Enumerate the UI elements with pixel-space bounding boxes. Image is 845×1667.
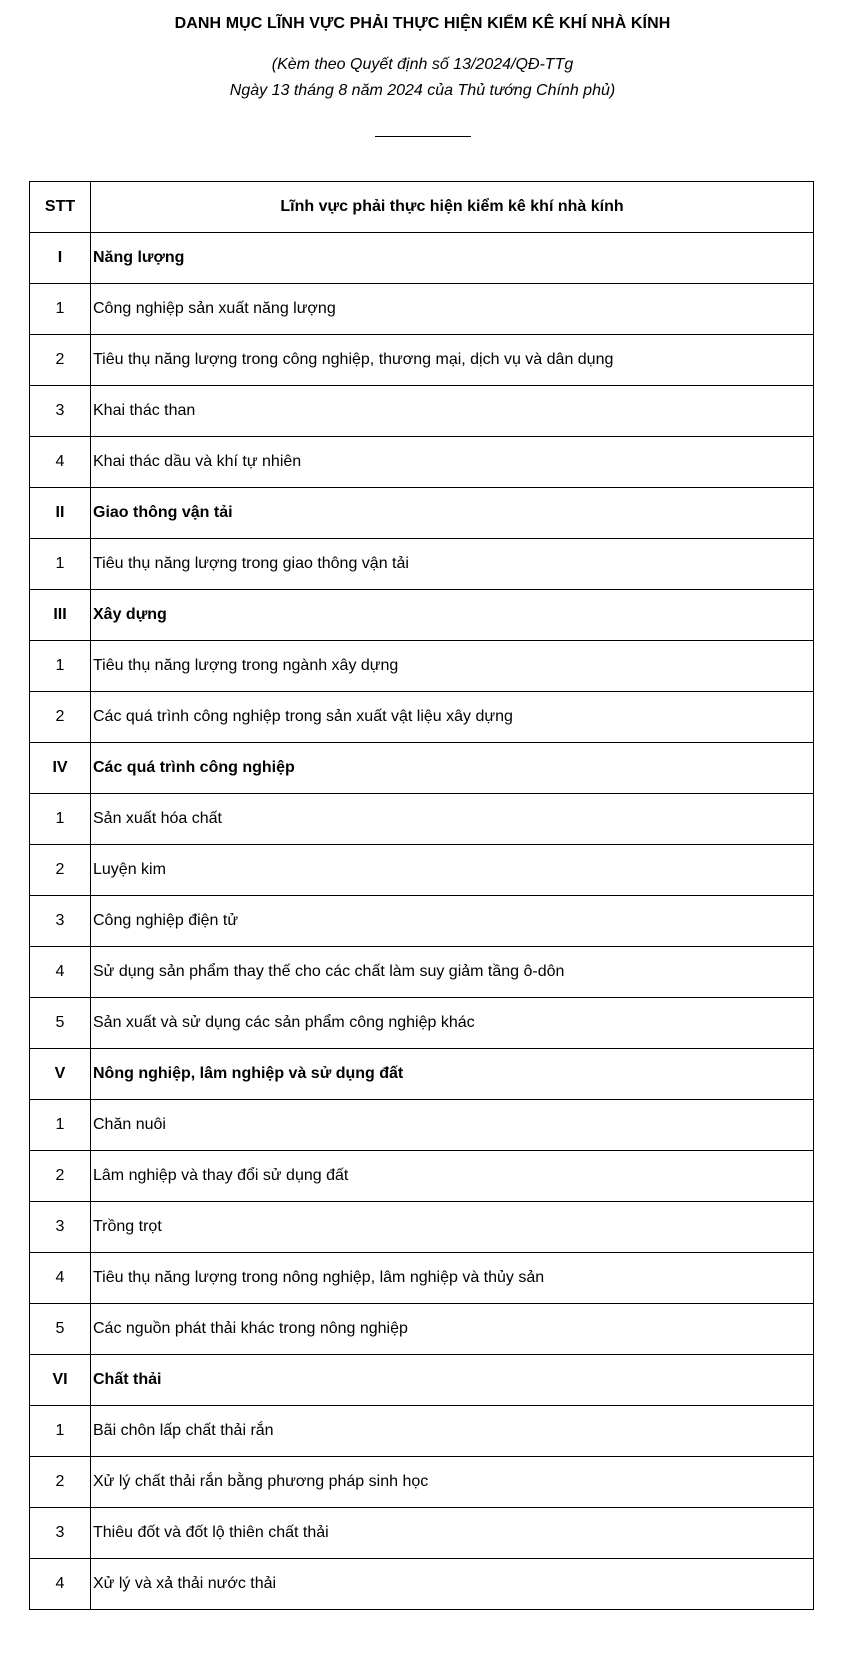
- row-stt-cell: VI: [30, 1355, 91, 1406]
- table-row: [30, 1457, 814, 1508]
- row-field-cell: Luyện kim: [91, 845, 814, 896]
- table-row: [30, 1508, 814, 1559]
- row-stt-cell: I: [30, 233, 91, 284]
- row-field-cell: Nông nghiệp, lâm nghiệp và sử dụng đất: [91, 1049, 814, 1100]
- row-field-cell: Xử lý chất thải rắn bằng phương pháp sinh học: [91, 1457, 814, 1508]
- row-stt-cell: 2: [30, 845, 91, 896]
- row-stt-cell: 3: [30, 386, 91, 437]
- row-stt-cell: 3: [30, 1508, 91, 1559]
- row-field-cell: Sử dụng sản phẩm thay thế cho các chất làm suy giảm tầng ô-dôn: [91, 947, 814, 998]
- table-group-row: [30, 1355, 814, 1406]
- row-field-cell: Khai thác dầu và khí tự nhiên: [91, 437, 814, 488]
- table-row: [30, 386, 814, 437]
- row-stt-cell: 1: [30, 1406, 91, 1457]
- sector-table: [29, 181, 814, 1610]
- row-field-cell: Lâm nghiệp và thay đổi sử dụng đất: [91, 1151, 814, 1202]
- table-row: [30, 845, 814, 896]
- table-group-row: [30, 233, 814, 284]
- document-title: DANH MỤC LĨNH VỰC PHẢI THỰC HIỆN KIỂM KÊ KHÍ NHÀ KÍNH: [174, 15, 671, 32]
- row-stt-cell: 2: [30, 1457, 91, 1508]
- row-field-cell: Tiêu thụ năng lượng trong ngành xây dựng: [91, 641, 814, 692]
- table-row: [30, 284, 814, 335]
- table-row: [30, 1100, 814, 1151]
- table-group-row: [30, 590, 814, 641]
- table-row: [30, 1304, 814, 1355]
- row-field-cell: Sản xuất hóa chất: [91, 794, 814, 845]
- row-field-cell: Chăn nuôi: [91, 1100, 814, 1151]
- header-field: Lĩnh vực phải thực hiện kiểm kê khí nhà kính: [91, 182, 814, 233]
- table-row: [30, 998, 814, 1049]
- table-row: [30, 539, 814, 590]
- row-stt-cell: III: [30, 590, 91, 641]
- row-stt-cell: 2: [30, 335, 91, 386]
- table-row: [30, 1253, 814, 1304]
- table-body: [30, 233, 814, 1610]
- table-group-row: [30, 1049, 814, 1100]
- table-row: [30, 896, 814, 947]
- table-header-row: [30, 182, 814, 233]
- row-stt-cell: 4: [30, 1559, 91, 1610]
- row-stt-cell: 5: [30, 998, 91, 1049]
- row-field-cell: Bãi chôn lấp chất thải rắn: [91, 1406, 814, 1457]
- row-field-cell: Xử lý và xả thải nước thải: [91, 1559, 814, 1610]
- table-row: [30, 1202, 814, 1253]
- row-field-cell: Các quá trình công nghiệp: [91, 743, 814, 794]
- row-field-cell: Tiêu thụ năng lượng trong nông nghiệp, lâm nghiệp và thủy sản: [91, 1253, 814, 1304]
- row-field-cell: Tiêu thụ năng lượng trong công nghiệp, thương mại, dịch vụ và dân dụng: [91, 335, 814, 386]
- row-stt-cell: 2: [30, 1151, 91, 1202]
- row-stt-cell: 1: [30, 794, 91, 845]
- row-field-cell: Công nghiệp điện tử: [91, 896, 814, 947]
- row-stt-cell: V: [30, 1049, 91, 1100]
- row-field-cell: Các quá trình công nghiệp trong sản xuất vật liệu xây dựng: [91, 692, 814, 743]
- row-stt-cell: 4: [30, 947, 91, 998]
- title-separator-line: [375, 136, 471, 137]
- row-field-cell: Trồng trọt: [91, 1202, 814, 1253]
- table-row: [30, 1559, 814, 1610]
- row-field-cell: Tiêu thụ năng lượng trong giao thông vận tải: [91, 539, 814, 590]
- row-stt-cell: 4: [30, 437, 91, 488]
- row-field-cell: Các nguồn phát thải khác trong nông nghiệp: [91, 1304, 814, 1355]
- table-row: [30, 335, 814, 386]
- table-group-row: [30, 743, 814, 794]
- row-stt-cell: 4: [30, 1253, 91, 1304]
- row-field-cell: Năng lượng: [91, 233, 814, 284]
- row-stt-cell: IV: [30, 743, 91, 794]
- table-row: [30, 947, 814, 998]
- table-group-row: [30, 488, 814, 539]
- document-subtitle-line2: Ngày 13 tháng 8 năm 2024 của Thủ tướng Chính phủ): [229, 82, 616, 99]
- row-stt-cell: 5: [30, 1304, 91, 1355]
- row-stt-cell: 3: [30, 1202, 91, 1253]
- row-field-cell: Thiêu đốt và đốt lộ thiên chất thải: [91, 1508, 814, 1559]
- row-stt-cell: 1: [30, 539, 91, 590]
- row-stt-cell: 1: [30, 284, 91, 335]
- row-field-cell: Sản xuất và sử dụng các sản phẩm công nghiệp khác: [91, 998, 814, 1049]
- row-field-cell: Xây dựng: [91, 590, 814, 641]
- document-subtitle-line1: (Kèm theo Quyết định số 13/2024/QĐ-TTg: [271, 56, 574, 73]
- table-row: [30, 692, 814, 743]
- table-row: [30, 1406, 814, 1457]
- table-row: [30, 641, 814, 692]
- row-stt-cell: 3: [30, 896, 91, 947]
- row-stt-cell: 1: [30, 641, 91, 692]
- row-field-cell: Chất thải: [91, 1355, 814, 1406]
- table-row: [30, 437, 814, 488]
- table-row: [30, 794, 814, 845]
- row-field-cell: Công nghiệp sản xuất năng lượng: [91, 284, 814, 335]
- header-stt: STT: [30, 182, 91, 233]
- table-row: [30, 1151, 814, 1202]
- row-field-cell: Khai thác than: [91, 386, 814, 437]
- row-field-cell: Giao thông vận tải: [91, 488, 814, 539]
- row-stt-cell: II: [30, 488, 91, 539]
- row-stt-cell: 2: [30, 692, 91, 743]
- row-stt-cell: 1: [30, 1100, 91, 1151]
